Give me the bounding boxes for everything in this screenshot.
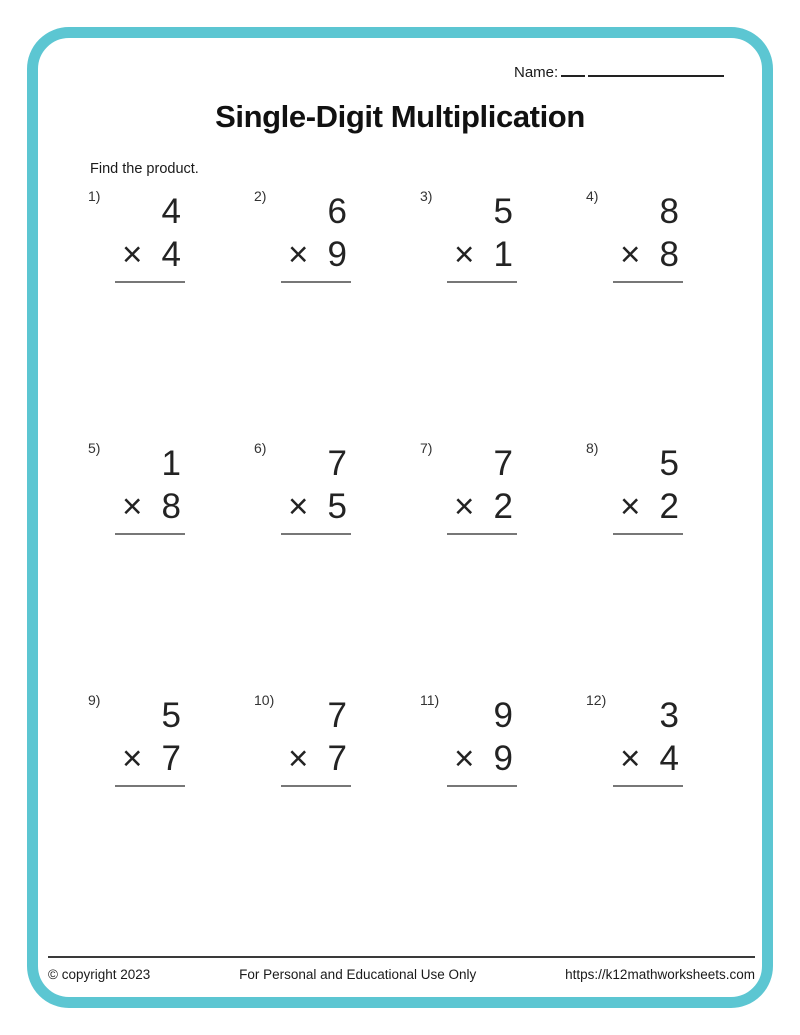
multiply-sign-icon: × — [454, 739, 475, 778]
multiplier: 2 — [493, 487, 513, 526]
multiplicand: 6 — [327, 192, 347, 231]
multiply-sign-icon: × — [620, 235, 641, 274]
multiplier-row — [613, 236, 683, 274]
problem-cell — [88, 186, 254, 286]
problem-cell — [420, 690, 586, 790]
problem-work-area — [281, 192, 351, 323]
multiply-sign-icon: × — [288, 487, 309, 526]
multiply-sign-icon: × — [288, 235, 309, 274]
multiplicand: 7 — [327, 444, 347, 483]
multiplier: 8 — [659, 235, 679, 274]
multiplicand: 5 — [493, 192, 513, 231]
problem-number: 10) — [254, 692, 275, 708]
problem-cell — [586, 690, 752, 790]
answer-space[interactable] — [281, 283, 351, 323]
problem-work-area — [115, 444, 185, 575]
problem-cell — [420, 438, 586, 538]
problem-number: 1) — [88, 188, 101, 204]
problem-cell — [420, 186, 586, 286]
problem-work-area — [281, 696, 351, 827]
multiplier-row — [115, 740, 185, 778]
multiplicand: 7 — [327, 696, 347, 735]
problem-number: 2) — [254, 188, 267, 204]
problem-number: 4) — [586, 188, 599, 204]
answer-space[interactable] — [613, 283, 683, 323]
problem-number: 9) — [88, 692, 101, 708]
footer-usage: For Personal and Educational Use Only — [239, 967, 477, 982]
multiplier-row — [281, 488, 351, 526]
problem-cell — [254, 690, 420, 790]
multiply-sign-icon: × — [122, 487, 143, 526]
multiply-sign-icon: × — [620, 739, 641, 778]
answer-space[interactable] — [447, 535, 517, 575]
problem-cell — [586, 186, 752, 286]
problems-grid — [88, 186, 752, 790]
problem-cell — [586, 438, 752, 538]
problem-work-area — [115, 696, 185, 827]
answer-space[interactable] — [281, 787, 351, 827]
multiplier-row — [613, 488, 683, 526]
name-row — [514, 64, 724, 81]
footer — [48, 956, 755, 982]
multiplier-row — [115, 488, 185, 526]
problem-number: 3) — [420, 188, 433, 204]
multiplier-row — [115, 236, 185, 274]
multiplier-row — [281, 740, 351, 778]
multiplier-row — [447, 236, 517, 274]
problem-cell — [88, 690, 254, 790]
problem-work-area — [115, 192, 185, 323]
problem-cell — [254, 438, 420, 538]
problem-number: 6) — [254, 440, 267, 456]
problem-number: 11) — [420, 692, 440, 708]
problem-work-area — [613, 696, 683, 827]
multiplier: 4 — [161, 235, 181, 274]
answer-space[interactable] — [115, 535, 185, 575]
answer-space[interactable] — [447, 283, 517, 323]
footer-url[interactable]: https://k12mathworksheets.com — [565, 967, 755, 982]
multiplier: 5 — [327, 487, 347, 526]
name-label: Name: — [514, 64, 559, 81]
problem-cell — [254, 186, 420, 286]
multiplicand: 7 — [493, 444, 513, 483]
multiplicand: 3 — [659, 696, 679, 735]
problem-number: 12) — [586, 692, 607, 708]
multiply-sign-icon: × — [122, 739, 143, 778]
problem-cell — [88, 438, 254, 538]
name-blank-line[interactable] — [588, 64, 724, 77]
multiplier: 9 — [493, 739, 513, 778]
multiplier-row — [447, 488, 517, 526]
multiply-sign-icon: × — [454, 487, 475, 526]
multiplicand: 5 — [659, 444, 679, 483]
multiplier-row — [447, 740, 517, 778]
instruction-text: Find the product. — [90, 161, 199, 177]
name-blank-line[interactable] — [561, 64, 585, 77]
multiplier: 2 — [659, 487, 679, 526]
multiplier: 9 — [327, 235, 347, 274]
multiply-sign-icon: × — [620, 487, 641, 526]
multiplier: 7 — [327, 739, 347, 778]
multiplier-row — [613, 740, 683, 778]
multiplicand: 9 — [493, 696, 513, 735]
answer-space[interactable] — [613, 535, 683, 575]
worksheet-title: Single-Digit Multiplication — [215, 99, 585, 134]
multiplicand: 5 — [161, 696, 181, 735]
problem-work-area — [447, 696, 517, 827]
multiply-sign-icon: × — [288, 739, 309, 778]
answer-space[interactable] — [447, 787, 517, 827]
multiplicand: 1 — [161, 444, 181, 483]
problem-work-area — [613, 444, 683, 575]
multiply-sign-icon: × — [122, 235, 143, 274]
answer-space[interactable] — [281, 535, 351, 575]
problem-number: 5) — [88, 440, 101, 456]
multiplier: 7 — [161, 739, 181, 778]
multiplier: 1 — [493, 235, 513, 274]
answer-space[interactable] — [613, 787, 683, 827]
problem-number: 8) — [586, 440, 599, 456]
multiplier: 4 — [659, 739, 679, 778]
problem-number: 7) — [420, 440, 433, 456]
multiplier-row — [281, 236, 351, 274]
footer-copyright: © copyright 2023 — [48, 967, 151, 982]
multiplier: 8 — [161, 487, 181, 526]
multiply-sign-icon: × — [454, 235, 475, 274]
problem-work-area — [281, 444, 351, 575]
multiplicand: 8 — [659, 192, 679, 231]
problem-work-area — [447, 192, 517, 323]
multiplicand: 4 — [161, 192, 181, 231]
answer-space[interactable] — [115, 787, 185, 827]
answer-space[interactable] — [115, 283, 185, 323]
problem-work-area — [613, 192, 683, 323]
problem-work-area — [447, 444, 517, 575]
